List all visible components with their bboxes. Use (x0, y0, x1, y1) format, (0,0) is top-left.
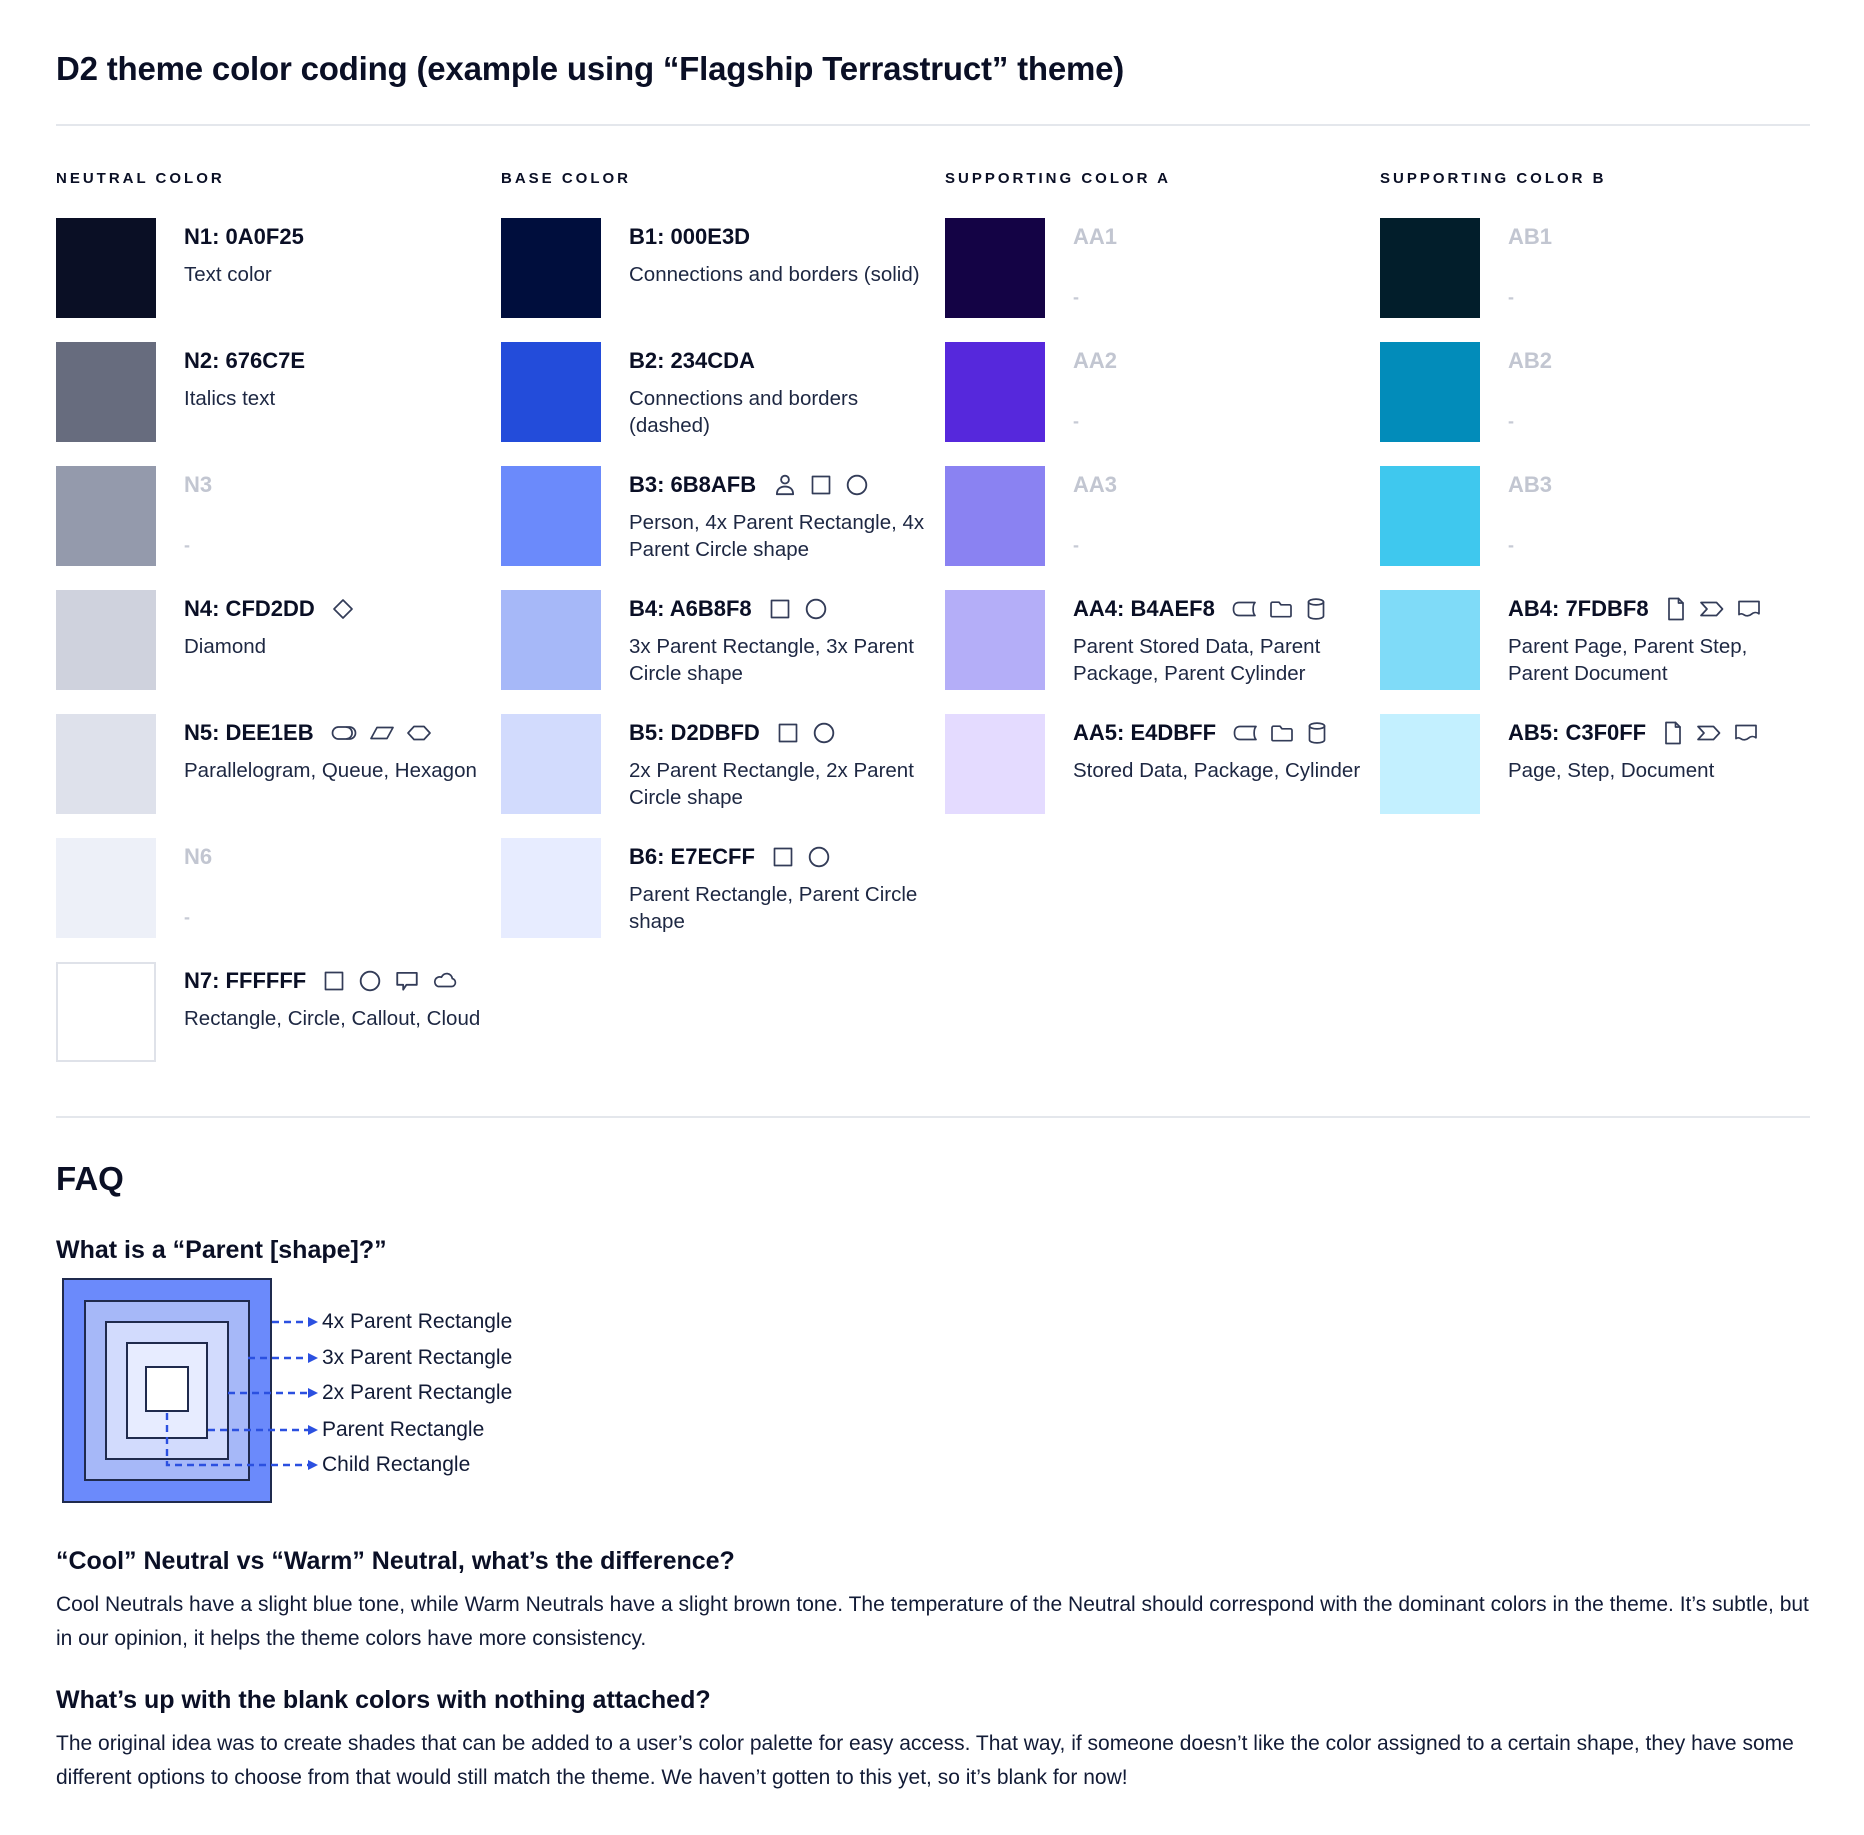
swatch-row (56, 218, 501, 318)
color-swatch (945, 466, 1045, 566)
color-description: Parallelogram, Queue, Hexagon (184, 759, 477, 782)
stored-data-icon (1231, 597, 1257, 621)
step-icon (1695, 721, 1722, 745)
swatch-row (501, 590, 945, 690)
color-description: 2x Parent Rectangle, 2x Parent Circle shape (629, 759, 914, 809)
column-header: BASE COLOR (501, 170, 632, 187)
color-code: B4: A6B8F8 (629, 596, 752, 621)
swatch-text (1508, 590, 1808, 690)
circle-icon (803, 596, 829, 622)
circle-icon (806, 844, 832, 870)
color-swatch (945, 218, 1045, 318)
color-description: Text color (184, 263, 272, 286)
rectangle-icon (768, 597, 792, 621)
shape-icon-strip (772, 472, 870, 498)
palette-column-base (501, 170, 945, 1086)
color-swatch (1380, 590, 1480, 690)
circle-icon (844, 472, 870, 498)
code-line (184, 968, 484, 994)
swatch-text (184, 590, 484, 690)
color-swatch (501, 714, 601, 814)
swatch-row (1380, 466, 1810, 566)
code-line (1073, 472, 1373, 498)
faq-q3-body: The original idea was to create shades that can be added to a user’s color palette for easy access. That way, if someone doesn’t like the color assigned to a certain shape, they have some different options to choose from that would still match the theme. We haven’t gotten to this yet, so it’s blank for now! (56, 1732, 1794, 1789)
code-line (184, 472, 484, 498)
color-code: AA5: E4DBFF (1073, 720, 1217, 745)
rectangle-icon (809, 473, 833, 497)
color-swatch (56, 714, 156, 814)
diamond-icon (331, 597, 355, 621)
swatch-row (501, 342, 945, 442)
swatch-row (945, 466, 1380, 566)
swatch-row (945, 342, 1380, 442)
color-description: - (1508, 411, 1514, 431)
color-code: N7: FFFFFF (184, 968, 307, 993)
code-line (1508, 472, 1808, 498)
color-swatch (56, 838, 156, 938)
color-code: B2: 234CDA (629, 348, 755, 373)
color-code: AB3 (1508, 472, 1553, 497)
color-description: Rectangle, Circle, Callout, Cloud (184, 1007, 481, 1030)
code-line (1073, 720, 1373, 746)
swatch-text (184, 466, 484, 566)
column-header: NEUTRAL COLOR (56, 170, 225, 187)
page-icon (1662, 720, 1684, 746)
code-line (1508, 348, 1808, 374)
code-line (629, 844, 929, 870)
color-description: - (1073, 411, 1079, 431)
palette-column-neutral (56, 170, 501, 1086)
color-code: B3: 6B8AFB (629, 472, 757, 497)
swatch-text (1508, 714, 1808, 814)
color-description: - (1073, 535, 1079, 555)
swatch-row (56, 714, 501, 814)
shape-icon-strip (322, 968, 459, 994)
faq-q2-body: Cool Neutrals have a slight blue tone, while Warm Neutrals have a slight brown tone. The temperature of the Neutral should correspond with the dominant colors in the theme. It’s subtle, but in our opinion, it helps the theme colors have more consistency. (56, 1593, 1809, 1650)
diagram-label-4: Parent Rectangle (322, 1418, 485, 1441)
page-title: D2 theme color coding (example using “Flagship Terrastruct” theme) (56, 50, 1125, 87)
shape-icon-strip (1232, 720, 1328, 746)
color-description: - (184, 535, 190, 555)
queue-icon (330, 721, 358, 745)
color-code: AA2 (1073, 348, 1118, 373)
swatch-row (501, 218, 945, 318)
code-line (184, 844, 484, 870)
swatch-text (629, 342, 929, 442)
color-swatch (56, 590, 156, 690)
section-divider (56, 1116, 1810, 1118)
column-header: SUPPORTING COLOR A (945, 170, 1171, 187)
document-icon (1736, 597, 1762, 621)
title-divider (56, 124, 1810, 126)
swatch-row (945, 590, 1380, 690)
faq-q3-heading: What’s up with the blank colors with nothing attached? (56, 1686, 711, 1714)
package-icon (1269, 721, 1295, 745)
swatch-text (629, 218, 929, 318)
package-icon (1268, 597, 1294, 621)
swatch-row (501, 466, 945, 566)
color-code: B6: E7ECFF (629, 844, 755, 869)
step-icon (1698, 597, 1725, 621)
document-icon (1733, 721, 1759, 745)
swatch-text (629, 466, 929, 566)
color-swatch (945, 590, 1045, 690)
color-description: - (1508, 287, 1514, 307)
color-swatch (501, 218, 601, 318)
column-header: SUPPORTING COLOR B (1380, 170, 1607, 187)
color-description: Page, Step, Document (1508, 759, 1715, 782)
swatch-row (1380, 714, 1810, 814)
parallelogram-icon (369, 721, 395, 745)
swatch-text (184, 714, 484, 814)
color-swatch (945, 342, 1045, 442)
swatch-text (184, 962, 484, 1062)
callout-icon (394, 968, 420, 994)
palette-column-supporting-b (1380, 170, 1810, 1086)
code-line (184, 720, 484, 746)
color-swatch (501, 590, 601, 690)
color-swatch (1380, 466, 1480, 566)
parent-shape-diagram (62, 1278, 762, 1503)
swatch-text (1508, 466, 1808, 566)
code-line (1073, 348, 1373, 374)
diagram-label-2: 3x Parent Rectangle (322, 1346, 513, 1369)
swatch-row (56, 590, 501, 690)
color-code: AB1 (1508, 224, 1553, 249)
color-swatch (56, 218, 156, 318)
shape-icon-strip (1662, 720, 1759, 746)
palette-column-supporting-a (945, 170, 1380, 1086)
color-code: AB5: C3F0FF (1508, 720, 1647, 745)
color-description: - (1508, 535, 1514, 555)
code-line (1073, 224, 1373, 250)
color-description: 3x Parent Rectangle, 3x Parent Circle shape (629, 635, 914, 685)
swatch-row (56, 342, 501, 442)
swatch-row (56, 962, 501, 1062)
diagram-label-3: 2x Parent Rectangle (322, 1381, 513, 1404)
color-code: AB4: 7FDBF8 (1508, 596, 1649, 621)
swatch-text (1073, 714, 1373, 814)
cylinder-icon (1305, 596, 1327, 622)
diagram-label-5: Child Rectangle (322, 1453, 471, 1476)
color-code: AA1 (1073, 224, 1118, 249)
swatch-text (184, 218, 484, 318)
swatch-text (629, 714, 929, 814)
shape-icon-strip (771, 844, 832, 870)
person-icon (772, 472, 798, 498)
color-description: - (184, 907, 190, 927)
color-swatch (945, 714, 1045, 814)
faq-q2-heading: “Cool” Neutral vs “Warm” Neutral, what’s the difference? (56, 1547, 735, 1575)
swatch-row (1380, 590, 1810, 690)
swatch-row (56, 466, 501, 566)
color-description: Stored Data, Package, Cylinder (1073, 759, 1361, 782)
code-line (184, 224, 484, 250)
color-code: B5: D2DBFD (629, 720, 760, 745)
color-description: Italics text (184, 387, 276, 410)
color-swatch (501, 838, 601, 938)
swatch-text (1508, 218, 1808, 318)
swatch-text (184, 838, 484, 938)
swatch-row (501, 714, 945, 814)
color-description: Person, 4x Parent Rectangle, 4x Parent Circle shape (629, 511, 925, 561)
page-icon (1665, 596, 1687, 622)
color-swatch (56, 466, 156, 566)
code-line (1508, 720, 1808, 746)
color-description: Parent Rectangle, Parent Circle shape (629, 883, 918, 933)
swatch-text (1073, 218, 1373, 318)
cloud-icon (431, 969, 459, 993)
swatch-text (1073, 342, 1373, 442)
color-code: N4: CFD2DD (184, 596, 315, 621)
swatch-row (501, 838, 945, 938)
swatch-text (1073, 466, 1373, 566)
color-description: Connections and borders (dashed) (629, 387, 859, 437)
code-line (629, 472, 929, 498)
code-line (1073, 596, 1373, 622)
color-description: Parent Page, Parent Step, Parent Document (1508, 635, 1748, 685)
faq-q1-heading: What is a “Parent [shape]?” (56, 1236, 387, 1264)
color-description: - (1073, 287, 1079, 307)
code-line (1508, 596, 1808, 622)
color-code: N2: 676C7E (184, 348, 306, 373)
color-description: Connections and borders (solid) (629, 263, 920, 286)
stored-data-icon (1232, 721, 1258, 745)
color-code: N6 (184, 844, 213, 869)
color-code: N3 (184, 472, 213, 497)
shape-icon-strip (330, 721, 432, 745)
code-line (1508, 224, 1808, 250)
palette-grid (56, 170, 1810, 1086)
code-line (629, 596, 929, 622)
shape-icon-strip (1231, 596, 1327, 622)
color-code: N1: 0A0F25 (184, 224, 304, 249)
color-swatch (501, 466, 601, 566)
cylinder-icon (1306, 720, 1328, 746)
color-swatch (1380, 218, 1480, 318)
swatch-text (1073, 590, 1373, 690)
shape-icon-strip (776, 720, 837, 746)
shape-icon-strip (768, 596, 829, 622)
code-line (629, 720, 929, 746)
color-code: N5: DEE1EB (184, 720, 314, 745)
color-swatch (56, 342, 156, 442)
circle-icon (811, 720, 837, 746)
code-line (629, 348, 929, 374)
swatch-text (184, 342, 484, 442)
color-swatch (56, 962, 156, 1062)
swatch-text (629, 590, 929, 690)
swatch-row (1380, 218, 1810, 318)
color-code: AB2 (1508, 348, 1553, 373)
swatch-row (56, 838, 501, 938)
rectangle-icon (776, 721, 800, 745)
diagram-label-1: 4x Parent Rectangle (322, 1310, 513, 1333)
code-line (184, 348, 484, 374)
color-swatch (1380, 714, 1480, 814)
shape-icon-strip (331, 597, 355, 621)
color-code: AA4: B4AEF8 (1073, 596, 1215, 621)
swatch-text (1508, 342, 1808, 442)
swatch-row (945, 714, 1380, 814)
code-line (184, 596, 484, 622)
hexagon-icon (406, 721, 432, 745)
swatch-row (945, 218, 1380, 318)
code-line (629, 224, 929, 250)
color-code: B1: 000E3D (629, 224, 751, 249)
rectangle-icon (771, 845, 795, 869)
color-swatch (1380, 342, 1480, 442)
circle-icon (357, 968, 383, 994)
swatch-text (629, 838, 929, 938)
color-description: Diamond (184, 635, 267, 658)
color-swatch (501, 342, 601, 442)
faq-heading: FAQ (56, 1160, 124, 1197)
color-description: Parent Stored Data, Parent Package, Parent Cylinder (1073, 635, 1321, 685)
rectangle-icon (322, 969, 346, 993)
swatch-row (1380, 342, 1810, 442)
shape-icon-strip (1665, 596, 1762, 622)
color-code: AA3 (1073, 472, 1118, 497)
